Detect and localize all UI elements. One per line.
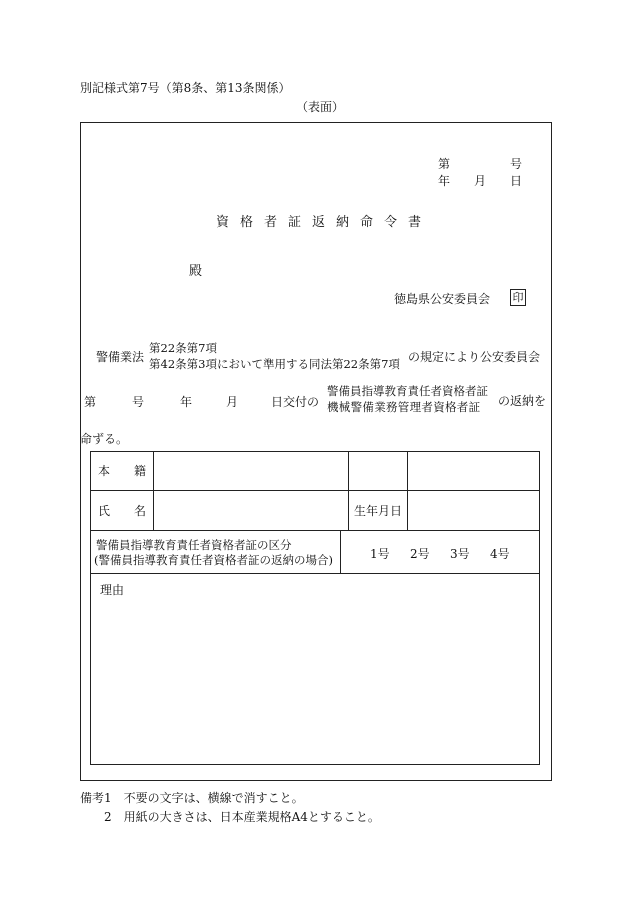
table-rule [91, 573, 539, 574]
table-rule [91, 490, 539, 491]
class-label-2: (警備員指導教育責任者資格者証の返納の場合) [94, 553, 333, 567]
class-1: 1号 [370, 547, 390, 561]
law-option-2: 第42条第3項において準用する同法第22条第7項 [149, 357, 400, 371]
birthdate-label: 生年月日 [354, 504, 403, 518]
issue-day: 日交付の [271, 395, 320, 409]
seal-mark: 印 [510, 289, 526, 306]
shimei-label: 氏 名 [98, 504, 147, 518]
cert-option-2: 機械警備業務管理者資格者証 [327, 400, 481, 414]
issue-month: 月 [226, 395, 239, 409]
law-tail: の規定により公安委員会 [408, 350, 541, 364]
table-rule [348, 452, 349, 530]
form-reference: 別記様式第7号（第8条、第13条関係） [80, 81, 291, 95]
date-day: 日 [509, 174, 522, 188]
document-date-line [438, 172, 522, 189]
number-suffix: 号 [509, 157, 522, 171]
class-label-1: 警備員指導教育責任者資格者証の区分 [96, 538, 292, 552]
face-label: （表面） [296, 100, 345, 114]
law-name: 警備業法 [96, 350, 145, 364]
table-rule [407, 452, 408, 530]
number-prefix: 第 [438, 157, 451, 171]
issuer-name: 徳島県公安委員会 [394, 292, 491, 306]
date-month: 月 [473, 174, 486, 188]
document-title: 資格者証返納命令書 [216, 215, 433, 230]
issue-number-prefix: 第 [84, 395, 97, 409]
note-2: 2 用紙の大きさは、日本産業規格A4とすること。 [104, 810, 380, 824]
issue-year: 年 [180, 395, 193, 409]
date-year: 年 [438, 174, 451, 188]
class-2: 2号 [410, 547, 430, 561]
table-rule [340, 530, 341, 573]
info-table [90, 451, 540, 765]
cert-option-1: 警備員指導教育責任者資格者証 [327, 384, 488, 398]
note-1: 備考1 不要の文字は、横線で消すこと。 [80, 791, 304, 805]
law-option-1: 第22条第7項 [149, 341, 217, 355]
cert-tail: の返納を [498, 394, 547, 408]
table-rule [153, 452, 154, 530]
reason-label: 理由 [100, 583, 125, 597]
order-end: 命ずる。 [80, 432, 129, 446]
honseki-label: 本 籍 [98, 464, 147, 478]
table-rule [91, 530, 539, 531]
class-4: 4号 [490, 547, 510, 561]
document-number-line [438, 155, 522, 172]
addressee-honorific: 殿 [189, 264, 203, 279]
issue-number-suffix: 号 [132, 395, 145, 409]
class-3: 3号 [450, 547, 470, 561]
